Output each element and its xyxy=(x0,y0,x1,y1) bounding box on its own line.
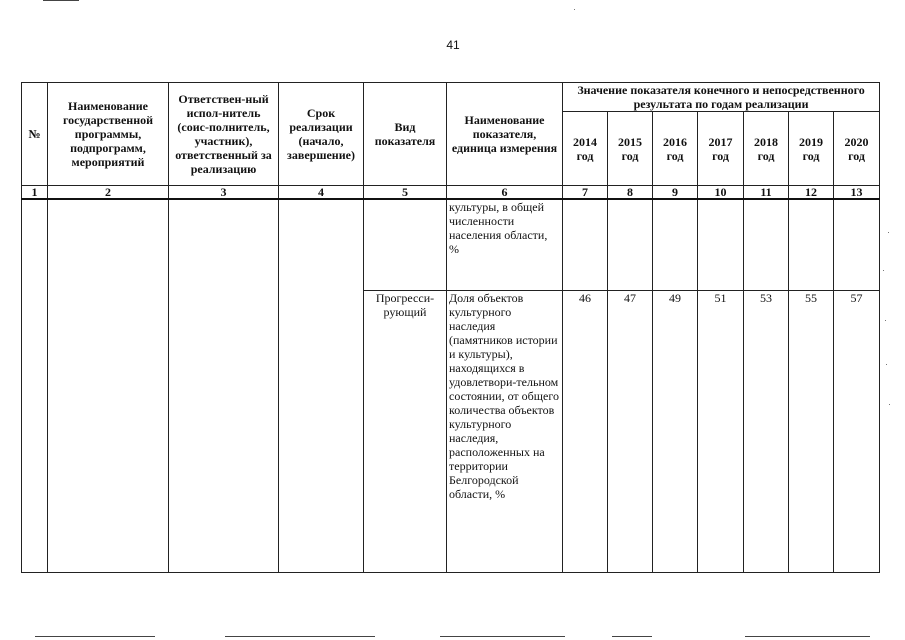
cell-value: 49 xyxy=(653,290,698,572)
cell-program-name xyxy=(48,199,169,572)
header-indicator-name: Наименование показателя, единица измерения xyxy=(447,83,563,186)
column-number: 11 xyxy=(744,186,789,200)
header-row-1 xyxy=(22,83,880,112)
column-number: 4 xyxy=(279,186,364,200)
cell-value: 47 xyxy=(608,290,653,572)
cell-value xyxy=(698,199,744,290)
header-year-2016: 2016 год xyxy=(653,112,698,186)
cell-value xyxy=(789,199,834,290)
column-number: 9 xyxy=(653,186,698,200)
column-number: 3 xyxy=(169,186,279,200)
header-year-2019: 2019 год xyxy=(789,112,834,186)
scan-dot xyxy=(883,270,884,271)
header-program-name: Наименование государственной программы, подпрограмм, мероприятий xyxy=(48,83,169,186)
scan-mark-bottom xyxy=(440,636,565,637)
cell-value xyxy=(653,199,698,290)
cell-value xyxy=(608,199,653,290)
scan-mark-bottom xyxy=(745,636,870,637)
cell-number xyxy=(22,199,48,572)
table-row xyxy=(22,199,880,290)
cell-term xyxy=(279,199,364,572)
header-year-2017: 2017 год xyxy=(698,112,744,186)
column-number-row xyxy=(22,186,880,200)
page-number: 41 xyxy=(446,38,460,52)
header-number: № xyxy=(22,83,48,186)
column-number: 13 xyxy=(834,186,880,200)
cell-indicator-type: Прогресси-рующий xyxy=(364,290,447,572)
column-number: 7 xyxy=(563,186,608,200)
header-year-2014: 2014 год xyxy=(563,112,608,186)
cell-value xyxy=(744,199,789,290)
cell-indicator-type xyxy=(364,199,447,290)
header-indicator-type: Вид показателя xyxy=(364,83,447,186)
scan-dot xyxy=(574,9,575,10)
cell-indicator-name: Доля объектов культурного наследия (памятников истории и культуры), находящихся в удовлетвори-тельном состоянии, от общего количества объектов культурного наследия, расположенных на территории Белгородской области, % xyxy=(447,290,563,572)
cell-value: 46 xyxy=(563,290,608,572)
cell-value: 57 xyxy=(834,290,880,572)
header-year-2015: 2015 год xyxy=(608,112,653,186)
scan-dot xyxy=(888,232,889,233)
indicator-table xyxy=(21,82,880,573)
scan-mark-bottom xyxy=(225,636,375,637)
header-values-group: Значение показателя конечного и непосредственного результата по годам реализации xyxy=(563,83,880,112)
header-term: Срок реализации (начало, завершение) xyxy=(279,83,364,186)
column-number: 2 xyxy=(48,186,169,200)
scan-mark-bottom xyxy=(612,636,652,637)
column-number: 5 xyxy=(364,186,447,200)
column-number: 12 xyxy=(789,186,834,200)
scan-dot xyxy=(889,404,890,405)
cell-responsible xyxy=(169,199,279,572)
column-number: 8 xyxy=(608,186,653,200)
cell-value xyxy=(563,199,608,290)
cell-indicator-name: культуры, в общей численности населения области, % xyxy=(447,199,563,290)
column-number: 1 xyxy=(22,186,48,200)
scan-mark-top xyxy=(43,0,79,1)
cell-value: 53 xyxy=(744,290,789,572)
header-responsible: Ответствен-ный испол-нитель (соис-полнитель, участник), ответственный за реализацию xyxy=(169,83,279,186)
header-year-2018: 2018 год xyxy=(744,112,789,186)
scan-dot xyxy=(886,364,887,365)
column-number: 10 xyxy=(698,186,744,200)
cell-value: 55 xyxy=(789,290,834,572)
column-number: 6 xyxy=(447,186,563,200)
scan-dot xyxy=(885,320,886,321)
scan-mark-bottom xyxy=(35,636,155,637)
cell-value xyxy=(834,199,880,290)
cell-value: 51 xyxy=(698,290,744,572)
header-year-2020: 2020 год xyxy=(834,112,880,186)
